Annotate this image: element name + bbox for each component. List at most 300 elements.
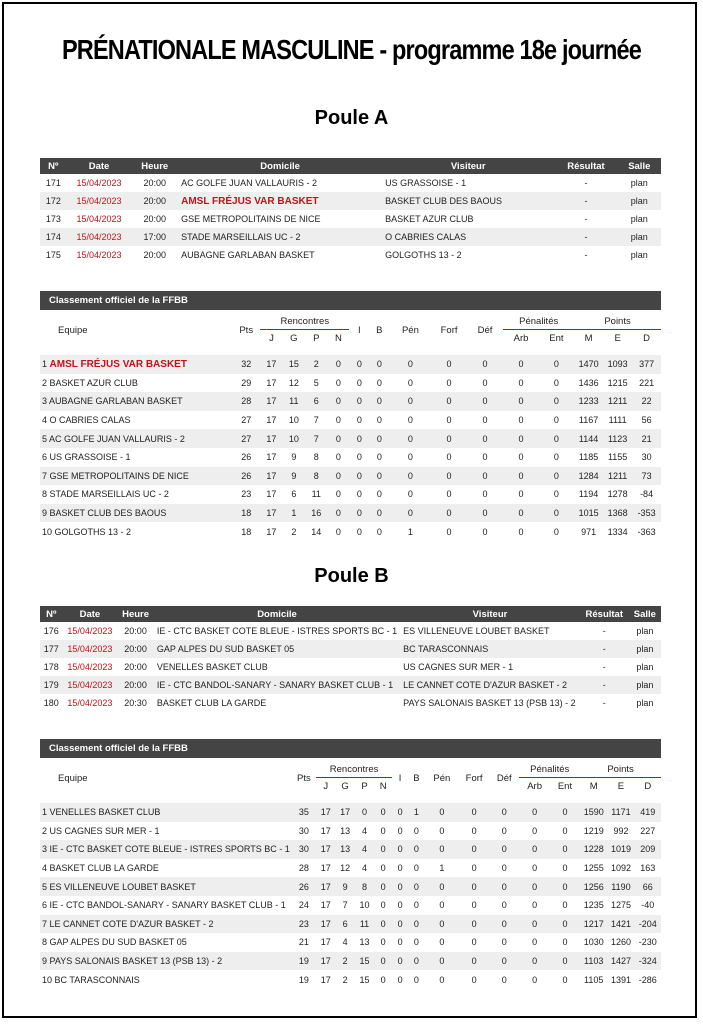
- stat-arb: 0: [518, 377, 524, 388]
- stat-arb: 0: [519, 877, 549, 896]
- stat-pen: 0: [389, 429, 431, 448]
- home-team: VENELLES BASKET CLUB: [156, 662, 268, 672]
- stat-ent: 0: [550, 877, 580, 896]
- stat-j: 17: [260, 392, 282, 411]
- stat-e: 1019: [607, 840, 634, 859]
- stat-forf: 0: [471, 937, 477, 948]
- team-rank: 1: [42, 807, 48, 818]
- stat-forf: 0: [459, 877, 489, 896]
- stat-d: 56: [641, 415, 652, 426]
- stat-b: 0: [376, 452, 382, 463]
- stat-d: -363: [637, 526, 656, 537]
- spacer-cell: [40, 347, 661, 355]
- col-rencontres: Rencontres: [260, 313, 349, 330]
- stat-pen: 0: [389, 467, 431, 486]
- stat-arb: 0: [519, 840, 549, 859]
- stat-def: 0: [467, 392, 504, 411]
- stat-e: 992: [613, 825, 629, 836]
- stat-e: 1334: [607, 526, 628, 537]
- col-j: J: [316, 778, 335, 796]
- col-forf: Forf: [459, 761, 489, 795]
- team-cell: [40, 952, 292, 971]
- games-header-row: [40, 158, 661, 174]
- stat-n: 0: [327, 355, 349, 374]
- team-rank: 10: [42, 526, 53, 537]
- col-pen: Pén: [389, 313, 431, 347]
- stat-ent: 0: [550, 952, 580, 971]
- game-date: 15/04/2023: [67, 698, 113, 708]
- stat-ent: 0: [562, 825, 568, 836]
- game-number: 172: [40, 192, 67, 210]
- stat-def: 0: [501, 825, 507, 836]
- stat-d: 227: [640, 825, 656, 836]
- col-i: I: [349, 313, 369, 347]
- stat-p: 11: [355, 915, 374, 934]
- stat-j: 17: [266, 415, 277, 426]
- game-result: -: [602, 662, 606, 672]
- stat-p: 10: [359, 900, 370, 911]
- stat-pts: 18: [232, 504, 260, 523]
- games-header-cell: Heure: [117, 606, 154, 622]
- team-name: PAYS SALONAIS BASKET 13 (PSB 13) - 2: [49, 956, 223, 967]
- stat-arb: 0: [503, 504, 538, 523]
- team-cell: [40, 374, 232, 393]
- stat-forf: 0: [471, 825, 477, 836]
- stat-pts: 18: [241, 526, 252, 537]
- col-pts: Pts: [232, 313, 260, 347]
- stat-j: 17: [320, 900, 331, 911]
- stat-n: 0: [380, 863, 386, 874]
- team-cell: [40, 822, 292, 841]
- home-team: STADE MARSEILLAIS UC - 2: [178, 228, 382, 246]
- game-row: [40, 210, 661, 228]
- standings-row: [40, 429, 661, 448]
- stat-e: 1391: [610, 974, 631, 985]
- stat-b: 0: [369, 504, 389, 523]
- home-team: GSE METROPOLITAINS DE NICE: [181, 214, 321, 224]
- stat-ent: 0: [539, 467, 574, 486]
- venue-plan-link[interactable]: plan: [636, 662, 654, 672]
- stat-i: 0: [356, 415, 362, 426]
- stat-forf: 0: [431, 392, 466, 411]
- stat-e: 1211: [603, 392, 632, 411]
- team-name: AUBAGNE GARLABAN BASKET: [49, 396, 183, 407]
- team-rank: 8: [42, 937, 48, 948]
- stat-ent: 0: [553, 526, 559, 537]
- stat-n: 0: [374, 915, 392, 934]
- venue-plan-link[interactable]: plan: [629, 676, 661, 694]
- stat-m: 1470: [574, 355, 603, 374]
- stat-forf: 0: [446, 377, 452, 388]
- stat-pts: 23: [292, 915, 316, 934]
- stat-arb: 0: [519, 952, 549, 971]
- stat-p: 7: [313, 415, 319, 426]
- stat-def: 0: [482, 377, 488, 388]
- col-i: I: [392, 761, 408, 795]
- stat-j: 17: [316, 915, 335, 934]
- stat-def: 0: [482, 415, 488, 426]
- stat-d: -84: [640, 489, 654, 500]
- stat-m: 1194: [578, 489, 599, 500]
- stat-def: 0: [467, 467, 504, 486]
- team-cell: [40, 392, 232, 411]
- stat-pts: 30: [292, 840, 316, 859]
- venue-plan-link[interactable]: plan: [630, 214, 648, 224]
- col-g: G: [335, 778, 354, 796]
- team-cell: [40, 504, 232, 523]
- stat-g: 15: [283, 355, 305, 374]
- game-date: 15/04/2023: [67, 662, 113, 672]
- stat-i: 0: [397, 937, 403, 948]
- games-header-cell: Salle: [629, 606, 661, 622]
- stat-j: 17: [266, 377, 277, 388]
- stat-def: 0: [501, 900, 507, 911]
- venue-plan-link[interactable]: plan: [618, 228, 661, 246]
- games-header-cell: Visiteur: [382, 158, 554, 174]
- games-header-cell: Visiteur: [400, 606, 580, 622]
- stat-d: -40: [641, 900, 655, 911]
- team-cell: [40, 429, 232, 448]
- stat-pts: 26: [232, 467, 260, 486]
- stat-b: 0: [369, 467, 389, 486]
- stat-g: 4: [342, 937, 348, 948]
- game-date: 15/04/2023: [67, 626, 113, 636]
- team-name: AC GOLFE JUAN VALLAURIS - 2: [49, 433, 185, 444]
- games-header-cell: Salle: [618, 158, 661, 174]
- game-time: 20:00: [131, 192, 178, 210]
- stat-i: 0: [392, 915, 408, 934]
- stat-pts: 28: [298, 863, 309, 874]
- stat-d: -230: [638, 937, 657, 948]
- col-def: Déf: [489, 761, 519, 795]
- standings-row: [40, 952, 661, 971]
- stat-def: 0: [489, 952, 519, 971]
- stat-arb: 0: [532, 974, 538, 985]
- venue-plan-link[interactable]: plan: [618, 192, 661, 210]
- stat-arb: 0: [519, 915, 549, 934]
- team-name: VENELLES BASKET CLUB: [49, 807, 161, 818]
- col-arb: Arb: [519, 778, 549, 796]
- stat-d: 221: [639, 377, 655, 388]
- stat-arb: 0: [518, 526, 524, 537]
- standings-row: [40, 448, 661, 467]
- stat-ent: 0: [550, 803, 580, 822]
- col-m: M: [574, 330, 603, 348]
- col-pts: Pts: [292, 761, 316, 795]
- standings-row: [40, 877, 661, 896]
- col-pen: Pén: [425, 761, 459, 795]
- stat-d: -286: [638, 974, 657, 985]
- stat-m: 1436: [578, 377, 599, 388]
- away-team: LE CANNET COTE D'AZUR BASKET - 2: [400, 676, 580, 694]
- away-team: US CAGNES SUR MER - 1: [403, 662, 514, 672]
- col-penalites: Pénalités: [503, 313, 574, 330]
- game-time: 20:00: [117, 640, 154, 658]
- home-team: IE - CTC BASKET COTE BLEUE - ISTRES SPORTS BC - 1: [156, 626, 398, 636]
- stat-i: 0: [349, 504, 369, 523]
- stat-e: 1190: [607, 877, 634, 896]
- standings-row: [40, 896, 661, 915]
- stat-n: 0: [374, 877, 392, 896]
- venue-plan-link[interactable]: plan: [629, 640, 661, 658]
- stat-g: 10: [288, 415, 299, 426]
- team-rank: 4: [42, 415, 48, 426]
- col-ent: Ent: [550, 778, 580, 796]
- stat-pen: 0: [425, 877, 459, 896]
- game-number: 180: [43, 698, 59, 708]
- team-rank: 5: [42, 433, 48, 444]
- stat-g: 6: [335, 915, 354, 934]
- stat-pts: 35: [292, 803, 316, 822]
- team-cell: [40, 485, 232, 504]
- stat-ent: 0: [553, 489, 559, 500]
- standings-spacer: [40, 795, 661, 803]
- col-b: B: [408, 761, 425, 795]
- stat-p: 6: [305, 392, 327, 411]
- stat-n: 0: [374, 803, 392, 822]
- col-arb: Arb: [503, 330, 538, 348]
- stat-pts: 26: [292, 877, 316, 896]
- stat-e: 1155: [607, 452, 628, 463]
- stat-pts: 29: [241, 377, 252, 388]
- stat-p: 5: [313, 377, 319, 388]
- game-number: 176: [43, 626, 59, 636]
- stat-e: 1275: [610, 900, 631, 911]
- stat-g: 13: [335, 840, 354, 859]
- stat-n: 0: [374, 840, 392, 859]
- poule-a-standings-table: [40, 313, 661, 541]
- stat-e: 1092: [610, 863, 631, 874]
- col-j: J: [260, 330, 282, 348]
- stat-i: 0: [397, 974, 403, 985]
- stat-p: 14: [311, 526, 322, 537]
- team-cell: [40, 803, 292, 822]
- col-forf: Forf: [431, 313, 466, 347]
- stat-p: 15: [355, 952, 374, 971]
- standings-row: [40, 504, 661, 523]
- team-cell: [40, 915, 292, 934]
- stat-d: -324: [635, 952, 661, 971]
- stat-e: 1123: [603, 429, 632, 448]
- col-d: D: [632, 330, 661, 348]
- stat-b: 0: [376, 526, 382, 537]
- stat-pts: 19: [298, 974, 309, 985]
- team-cell: [40, 467, 232, 486]
- stat-n: 0: [327, 504, 349, 523]
- stat-pen: 0: [407, 452, 413, 463]
- stat-pts: 27: [232, 429, 260, 448]
- stat-j: 17: [320, 974, 331, 985]
- game-time: 17:00: [131, 228, 178, 246]
- stat-pen: 0: [425, 915, 459, 934]
- team-rank: 2: [42, 825, 48, 836]
- games-header-cell: Date: [63, 606, 118, 622]
- game-time: 20:30: [124, 698, 147, 708]
- stat-forf: 0: [459, 915, 489, 934]
- stat-pts: 23: [241, 489, 252, 500]
- stat-forf: 0: [431, 467, 466, 486]
- stat-forf: 0: [459, 840, 489, 859]
- stat-def: 0: [482, 526, 488, 537]
- stat-e: 1111: [608, 415, 627, 426]
- game-time: 20:00: [124, 662, 147, 672]
- stat-forf: 0: [446, 415, 452, 426]
- game-date: 15/04/2023: [76, 178, 122, 188]
- team-rank: 7: [42, 918, 48, 929]
- game-row: [40, 246, 661, 264]
- team-rank: 1: [42, 358, 48, 369]
- stat-ent: 0: [553, 452, 559, 463]
- team-rank: 3: [42, 844, 48, 855]
- stat-g: 9: [291, 452, 297, 463]
- stat-forf: 0: [431, 355, 466, 374]
- stat-m: 1219: [583, 825, 604, 836]
- game-date: 15/04/2023: [63, 676, 118, 694]
- game-time: 20:00: [143, 214, 166, 224]
- stat-p: 2: [305, 355, 327, 374]
- venue-plan-link[interactable]: plan: [630, 178, 648, 188]
- stat-ent: 0: [553, 377, 559, 388]
- poule-a-classement-title: Classement officiel de la FFBB: [40, 291, 661, 310]
- team-name: GAP ALPES DU SUD BASKET 05: [49, 937, 187, 948]
- standings-row: [40, 467, 661, 486]
- stat-p: 0: [355, 803, 374, 822]
- stat-e: 1421: [607, 915, 634, 934]
- stat-ent: 0: [550, 840, 580, 859]
- stat-arb: 0: [503, 429, 538, 448]
- stat-b: 0: [413, 825, 419, 836]
- stat-pen: 0: [439, 900, 445, 911]
- stat-ent: 0: [539, 355, 574, 374]
- standings-row: [40, 374, 661, 393]
- away-team: US GRASSOISE - 1: [385, 178, 467, 188]
- poule-b-games-table: [40, 606, 661, 712]
- team-rank: 3: [42, 396, 48, 407]
- stat-pts: 30: [298, 825, 309, 836]
- standings-header-row-1: [40, 761, 661, 778]
- col-p: P: [305, 330, 327, 348]
- stat-ent: 0: [562, 937, 568, 948]
- game-number: 174: [40, 228, 67, 246]
- stat-b: 0: [369, 392, 389, 411]
- stat-p: 15: [359, 974, 370, 985]
- game-time: 20:00: [117, 676, 154, 694]
- stat-m: 1105: [584, 974, 604, 985]
- stat-pen: 0: [407, 377, 413, 388]
- stat-n: 0: [374, 952, 392, 971]
- stat-g: 1: [283, 504, 305, 523]
- venue-plan-link[interactable]: plan: [630, 250, 648, 260]
- game-number: 171: [45, 178, 61, 188]
- game-row: [40, 228, 661, 246]
- stat-j: 17: [320, 937, 331, 948]
- away-team: BASKET CLUB DES BAOUS: [382, 192, 554, 210]
- stat-forf: 0: [446, 489, 452, 500]
- game-row: [40, 694, 661, 712]
- game-row: [40, 640, 661, 658]
- stat-n: 0: [327, 429, 349, 448]
- stat-pen: 0: [407, 415, 413, 426]
- stat-e: 1093: [603, 355, 632, 374]
- stat-arb: 0: [532, 937, 538, 948]
- standings-spacer: [40, 347, 661, 355]
- game-result: -: [602, 698, 606, 708]
- stat-pen: 0: [439, 825, 445, 836]
- stat-forf: 0: [446, 526, 452, 537]
- team-cell: [40, 840, 292, 859]
- standings-row: [40, 970, 661, 989]
- stat-g: 11: [283, 392, 305, 411]
- home-team: AC GOLFE JUAN VALLAURIS - 2: [181, 178, 317, 188]
- stat-ent: 0: [553, 415, 559, 426]
- stat-m: 1255: [583, 863, 604, 874]
- stat-def: 0: [501, 937, 507, 948]
- venue-plan-link[interactable]: plan: [636, 626, 654, 636]
- game-date: 15/04/2023: [67, 192, 132, 210]
- standings-row: [40, 803, 661, 822]
- games-header-cell: Heure: [131, 158, 178, 174]
- team-cell: [40, 896, 292, 915]
- stat-p: 13: [359, 937, 370, 948]
- stat-i: 0: [356, 452, 362, 463]
- team-name: GOLGOTHS 13 - 2: [54, 526, 132, 537]
- stat-def: 0: [482, 489, 488, 500]
- team-rank: 10: [42, 974, 53, 985]
- stat-g: 17: [335, 803, 354, 822]
- poule-a-games-table: [40, 158, 661, 264]
- col-e: E: [607, 778, 634, 796]
- game-result: -: [584, 250, 588, 260]
- team-cell: [40, 859, 292, 878]
- col-d: D: [635, 778, 661, 796]
- col-equipe: Equipe: [40, 761, 292, 795]
- stat-arb: 0: [519, 803, 549, 822]
- game-date: 15/04/2023: [76, 250, 122, 260]
- stat-arb: 0: [518, 452, 524, 463]
- stat-n: 0: [380, 974, 386, 985]
- team-name: STADE MARSEILLAIS UC - 2: [49, 489, 169, 500]
- stat-g: 12: [340, 863, 351, 874]
- stat-n: 0: [335, 415, 341, 426]
- stat-j: 17: [266, 489, 277, 500]
- stat-j: 17: [260, 355, 282, 374]
- venue-plan-link[interactable]: plan: [636, 698, 654, 708]
- stat-arb: 0: [532, 900, 538, 911]
- stat-def: 0: [489, 915, 519, 934]
- stat-p: 8: [355, 877, 374, 896]
- col-n: N: [374, 778, 392, 796]
- stat-m: 1030: [583, 937, 604, 948]
- team-rank: 2: [42, 377, 48, 388]
- standings-header-row-1: [40, 313, 661, 330]
- stat-b: 0: [369, 429, 389, 448]
- stat-p: 11: [311, 489, 321, 500]
- stat-pts: 24: [298, 900, 309, 911]
- stat-g: 2: [342, 974, 348, 985]
- team-rank: 5: [42, 881, 48, 892]
- stat-b: 1: [408, 803, 425, 822]
- away-team: PAYS SALONAIS BASKET 13 (PSB 13) - 2: [403, 698, 576, 708]
- team-name: ES VILLENEUVE LOUBET BASKET: [49, 881, 196, 892]
- stat-i: 0: [349, 429, 369, 448]
- stat-d: 377: [632, 355, 661, 374]
- stat-def: 0: [467, 504, 504, 523]
- stat-arb: 0: [518, 489, 524, 500]
- col-def: Déf: [467, 313, 504, 347]
- stat-pen: 0: [389, 355, 431, 374]
- games-header-cell: Résultat: [554, 158, 617, 174]
- stat-i: 0: [397, 863, 403, 874]
